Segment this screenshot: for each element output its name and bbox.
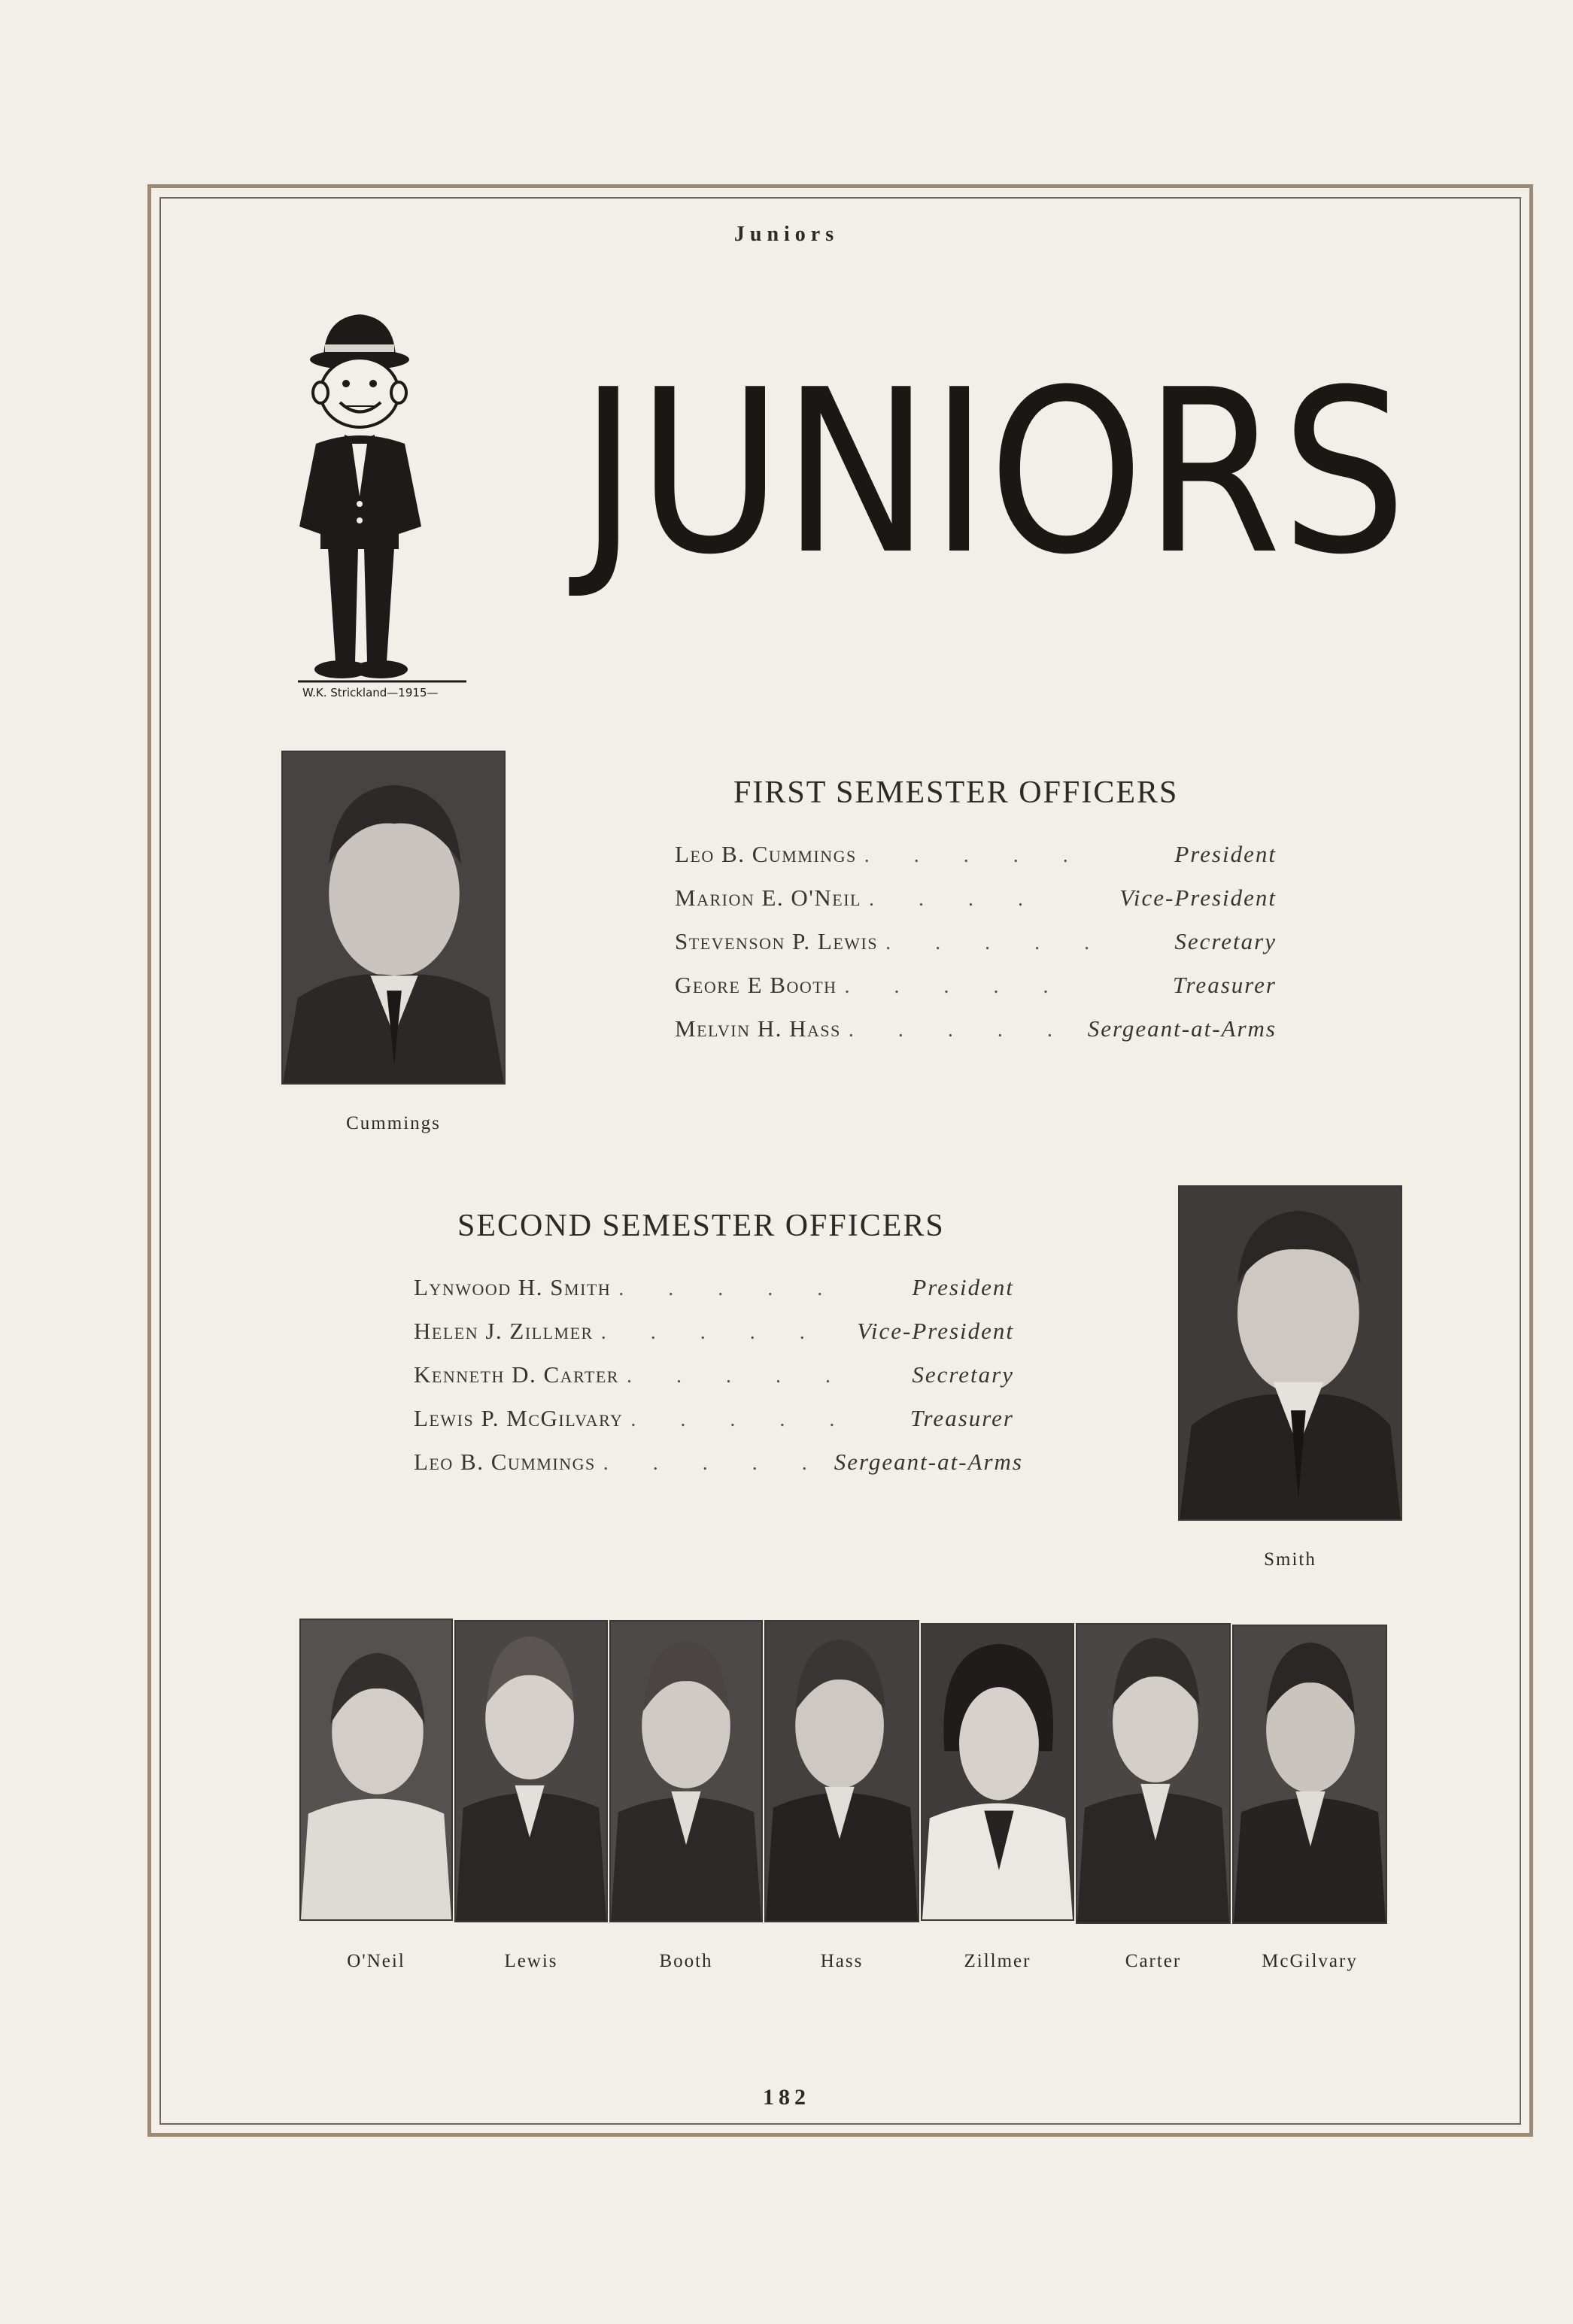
officer-name: Helen J. Zillmer bbox=[414, 1318, 594, 1344]
svg-text:W.K. Strickland—1915—: W.K. Strickland—1915— bbox=[302, 686, 439, 699]
caption-hass: Hass bbox=[820, 1951, 864, 1971]
caption-smith: Smith bbox=[1264, 1549, 1316, 1570]
portrait-hass bbox=[764, 1620, 919, 1922]
portrait-cummings bbox=[281, 751, 506, 1085]
officer-role: Treasurer bbox=[1172, 972, 1277, 998]
caption-zillmer: Zillmer bbox=[964, 1951, 1031, 1971]
caption-cummings: Cummings bbox=[346, 1113, 441, 1133]
officer-row: Leo B. Cummings . . . . . President bbox=[675, 841, 1277, 867]
officer-name: Marion E. O'Neil bbox=[675, 884, 861, 911]
portrait-row bbox=[299, 1619, 1387, 1924]
officer-role: President bbox=[1174, 841, 1277, 867]
officer-row: Stevenson P. Lewis . . . . . Secretary bbox=[675, 928, 1277, 954]
cartoon-illustration bbox=[286, 301, 481, 699]
officer-row: Leo B. Cummings . . . . . Sergeant-at-Arms bbox=[414, 1449, 1023, 1475]
officer-role: Secretary bbox=[912, 1361, 1014, 1388]
caption-mcgilvary: McGilvary bbox=[1262, 1951, 1358, 1971]
portrait-oneil bbox=[299, 1619, 453, 1921]
portrait-booth bbox=[609, 1620, 763, 1922]
first-semester-list bbox=[675, 841, 1277, 1059]
page-number: 182 bbox=[763, 2085, 810, 2110]
officer-role: President bbox=[912, 1274, 1014, 1300]
first-semester-heading: FIRST SEMESTER OFFICERS bbox=[733, 775, 1179, 810]
officer-row: Marion E. O'Neil . . . . Vice-President bbox=[675, 884, 1277, 911]
officer-name: Geore E Booth bbox=[675, 972, 837, 998]
portrait-smith bbox=[1178, 1185, 1402, 1521]
caption-oneil: O'Neil bbox=[347, 1951, 405, 1971]
second-semester-heading: SECOND SEMESTER OFFICERS bbox=[457, 1209, 945, 1243]
portrait-zillmer bbox=[921, 1623, 1074, 1921]
officer-row: Geore E Booth . . . . . Treasurer bbox=[675, 972, 1277, 998]
caption-lewis: Lewis bbox=[504, 1951, 558, 1971]
portrait-mcgilvary bbox=[1232, 1625, 1387, 1924]
caption-carter: Carter bbox=[1125, 1951, 1182, 1971]
officer-role: Sergeant-at-Arms bbox=[1087, 1015, 1277, 1042]
officer-row: Lewis P. McGilvary . . . . . Treasurer bbox=[414, 1405, 1014, 1431]
officer-role: Vice-President bbox=[857, 1318, 1014, 1344]
portrait-lewis bbox=[454, 1620, 608, 1922]
officer-role: Sergeant-at-Arms bbox=[834, 1449, 1023, 1475]
title-text: JUNIORS bbox=[566, 341, 1408, 604]
officer-row: Melvin H. Hass . . . . . Sergeant-at-Arms bbox=[675, 1015, 1277, 1042]
officer-row: Kenneth D. Carter . . . . . Secretary bbox=[414, 1361, 1014, 1388]
page-title bbox=[566, 341, 1414, 604]
officer-name: Leo B. Cummings bbox=[675, 841, 857, 867]
officer-name: Stevenson P. Lewis bbox=[675, 928, 879, 954]
officer-role: Vice-President bbox=[1119, 884, 1277, 911]
officer-role: Treasurer bbox=[909, 1405, 1014, 1431]
caption-booth: Booth bbox=[659, 1951, 713, 1971]
officer-row: Helen J. Zillmer . . . . . Vice-President bbox=[414, 1318, 1014, 1344]
officer-name: Leo B. Cummings bbox=[414, 1449, 596, 1475]
officer-row: Lynwood H. Smith . . . . . President bbox=[414, 1274, 1014, 1300]
officer-name: Kenneth D. Carter bbox=[414, 1361, 619, 1388]
officer-name: Lynwood H. Smith bbox=[414, 1274, 612, 1300]
running-head: Juniors bbox=[733, 223, 840, 246]
officer-name: Melvin H. Hass bbox=[675, 1015, 841, 1042]
officer-role: Secretary bbox=[1174, 928, 1277, 954]
portrait-carter bbox=[1076, 1623, 1231, 1924]
second-semester-list bbox=[414, 1274, 1023, 1492]
officer-name: Lewis P. McGilvary bbox=[414, 1405, 624, 1431]
